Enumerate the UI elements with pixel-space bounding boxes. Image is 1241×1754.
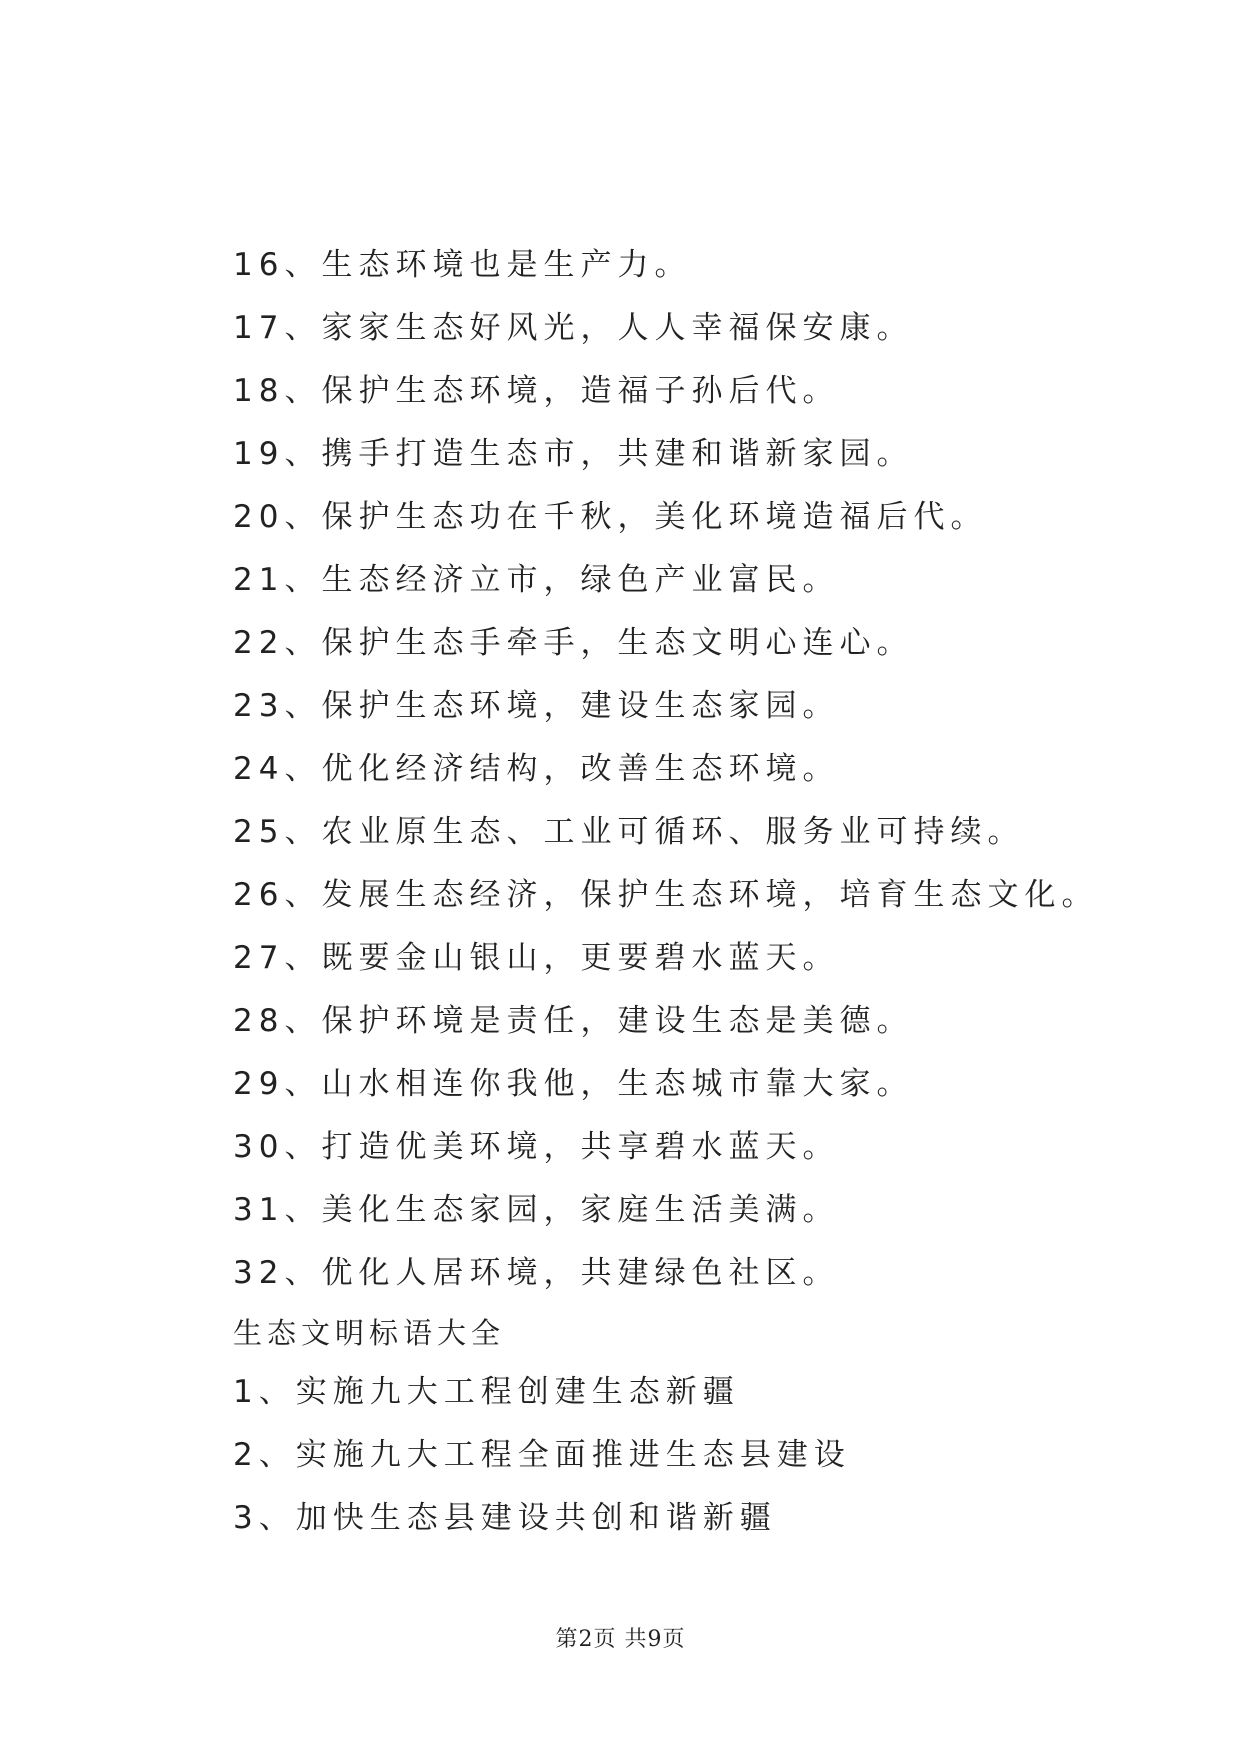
slogan-line-19: 19、携手打造生态市，共建和谐新家园。 [233,436,914,472]
slogan-line-25: 25、农业原生态、工业可循环、服务业可持续。 [233,814,1025,850]
page-footer: 第2页 共9页 [555,1627,686,1652]
slogan-line-18: 18、保护生态环境，造福子孙后代。 [233,373,840,409]
slogan-line-32: 32、优化人居环境，共建绿色社区。 [233,1255,840,1291]
slogan-line-1: 1、实施九大工程创建生态新疆 [233,1374,740,1410]
slogan-line-2: 2、实施九大工程全面推进生态县建设 [233,1437,851,1473]
slogan-line-28: 28、保护环境是责任，建设生态是美德。 [233,1003,914,1039]
slogan-line-29: 29、山水相连你我他，生态城市靠大家。 [233,1066,914,1102]
slogan-line-21: 21、生态经济立市，绿色产业富民。 [233,562,840,598]
slogan-line-16: 16、生态环境也是生产力。 [233,247,692,283]
slogan-line-27: 27、既要金山银山，更要碧水蓝天。 [233,940,840,976]
slogan-line-17: 17、家家生态好风光，人人幸福保安康。 [233,310,914,346]
slogan-line-30: 30、打造优美环境，共享碧水蓝天。 [233,1129,840,1165]
slogan-line-20: 20、保护生态功在千秋，美化环境造福后代。 [233,499,988,535]
slogan-line-26: 26、发展生态经济，保护生态环境，培育生态文化。 [233,877,1099,913]
document-body [233,234,1153,1550]
slogan-line-31: 31、美化生态家园，家庭生活美满。 [233,1192,840,1228]
slogan-line-22: 22、保护生态手牵手，生态文明心连心。 [233,625,914,661]
slogan-line-24: 24、优化经济结构，改善生态环境。 [233,751,840,787]
section-heading: 生态文明标语大全 [233,1316,506,1350]
slogan-line-3: 3、加快生态县建设共创和谐新疆 [233,1500,777,1536]
slogan-line-23: 23、保护生态环境，建设生态家园。 [233,688,840,724]
